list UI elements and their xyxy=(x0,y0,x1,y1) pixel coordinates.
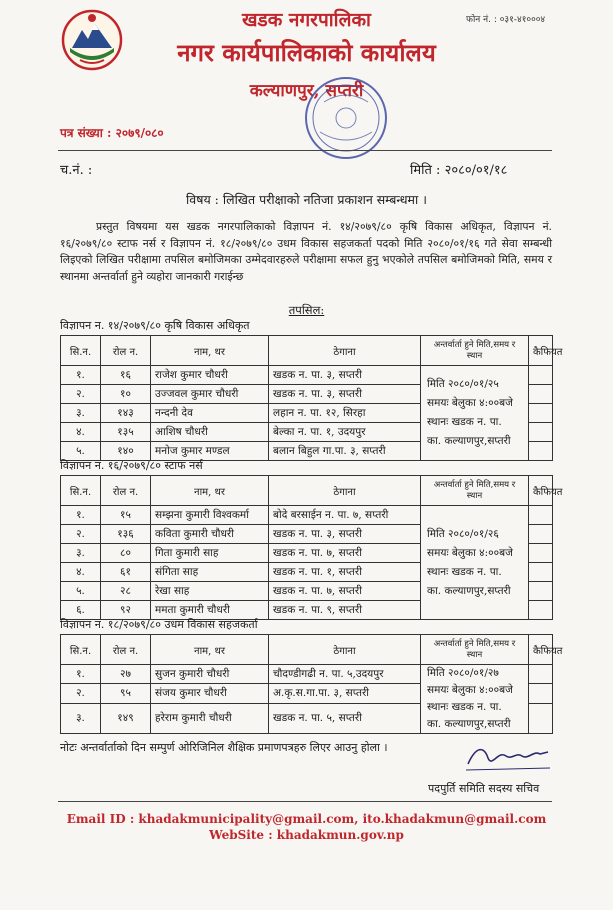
cell-roll: १३५ xyxy=(101,423,151,442)
cell-address: बेल्का न. पा. १, उदयपुर xyxy=(269,423,421,442)
interview-date: मिति २०८०/०१/२७ xyxy=(427,667,499,679)
reference-number: पत्र संख्या : २०७९/०८० xyxy=(60,126,164,140)
header-divider xyxy=(58,150,552,151)
cell-address: खडक न. पा. ५, सप्तरी xyxy=(269,703,421,733)
cell-remarks xyxy=(529,385,553,404)
cell-remarks xyxy=(529,601,553,620)
cell-roll: १५ xyxy=(101,506,151,525)
header-sn: सि.न. xyxy=(61,635,101,665)
cell-remarks xyxy=(529,665,553,684)
header-roll: रोल न. xyxy=(101,336,151,366)
cell-roll: ९५ xyxy=(101,684,151,703)
interview-date: मिति २०८०/०१/२६ xyxy=(427,527,499,540)
cell-sn: १. xyxy=(61,366,101,385)
cell-roll: १६ xyxy=(101,366,151,385)
table-header-row xyxy=(61,635,553,665)
dispatch-number: च.नं. : xyxy=(60,163,93,178)
cell-name: गिता कुमारी साह xyxy=(151,544,269,563)
cell-remarks xyxy=(529,506,553,525)
cell-roll: २७ xyxy=(101,665,151,684)
cell-name: कविता कुमारी चौधरी xyxy=(151,525,269,544)
office-name: नगर कार्यपालिकाको कार्यालय xyxy=(177,38,436,67)
contact-email: Email ID : khadakmunicipality@gmail.com, ito.khadakmun@gmail.com xyxy=(66,812,547,826)
cell-remarks xyxy=(529,404,553,423)
cell-name: ममता कुमारी चौधरी xyxy=(151,601,269,620)
cell-roll: ९२ xyxy=(101,601,151,620)
header-sn: सि.न. xyxy=(61,336,101,366)
candidates-table-enterprise-facilitator xyxy=(60,634,563,734)
office-stamp-icon xyxy=(302,68,390,168)
interview-time: समयः बेलुका ४:००बजे xyxy=(427,397,513,409)
cell-address: चौदण्डीगढी न. पा. ५,उदयपुर xyxy=(269,665,421,684)
cell-address: खडक न. पा. ९, सप्तरी xyxy=(269,601,421,620)
cell-sn: २. xyxy=(61,684,101,703)
header-roll: रोल न. xyxy=(101,476,151,506)
cell-sn: ३. xyxy=(61,703,101,733)
table-header-row xyxy=(61,476,553,506)
cell-address: खडक न. पा. १, सप्तरी xyxy=(269,563,421,582)
municipality-name: खडक नगरपालिका xyxy=(242,9,371,31)
interview-place: स्थानः खडक न. पा. xyxy=(427,701,502,713)
phone-number: फोन नं. : ०३१-४१०००४ xyxy=(466,15,546,25)
cell-remarks xyxy=(529,366,553,385)
header-name: नाम, थर xyxy=(151,635,269,665)
cell-roll: ६१ xyxy=(101,563,151,582)
cell-sn: ४. xyxy=(61,423,101,442)
cell-remarks xyxy=(529,525,553,544)
cell-name: नन्दनी देव xyxy=(151,404,269,423)
schedule-heading: तपसिल: xyxy=(288,303,325,317)
cell-address: खडक न. पा. ७, सप्तरी xyxy=(269,582,421,601)
header-name: नाम, थर xyxy=(151,336,269,366)
header-interview: अन्तर्वार्ता हुने मिति,समय र स्थान xyxy=(421,635,529,665)
interview-date: मिति २०८०/०१/२५ xyxy=(427,378,499,390)
contact-website: WebSite : khadakmun.gov.np xyxy=(209,828,404,842)
cell-interview xyxy=(421,366,529,461)
cell-name: संजय कुमार चौधरी xyxy=(151,684,269,703)
section-title: विज्ञापन न. १६/२०७९/८० स्टाफ नर्स xyxy=(60,459,203,472)
cell-remarks xyxy=(529,582,553,601)
header-interview: अन्तर्वार्ता हुने मिति,समय र स्थान xyxy=(421,476,529,506)
office-location: कल्याणपुर, सप्तरी xyxy=(249,81,364,101)
header-roll: रोल न. xyxy=(101,635,151,665)
header-address: ठेगाना xyxy=(269,476,421,506)
cell-remarks xyxy=(529,442,553,461)
candidates-table-agriculture xyxy=(60,335,563,461)
footnote: नोटः अन्तर्वार्ताको दिन सम्पुर्ण ओरिजिनिल शैक्षिक प्रमाणपत्रहरु लिएर आउनु होला । xyxy=(60,741,388,754)
interview-place-2: का. कल्याणपुर,सप्तरी xyxy=(427,435,511,447)
cell-address: खडक न. पा. ७, सप्तरी xyxy=(269,544,421,563)
header-interview: अन्तर्वार्ता हुने मिति,समय र स्थान xyxy=(421,336,529,366)
cell-remarks xyxy=(529,703,553,733)
cell-roll: ८० xyxy=(101,544,151,563)
cell-name: हरेराम कुमारी चौधरी xyxy=(151,703,269,733)
cell-address: बलान बिहुल गा.पा. ३, सप्तरी xyxy=(269,442,421,461)
table-header-row xyxy=(61,336,553,366)
letter-subject: विषय : लिखित परीक्षाको नतिजा प्रकाशन सम्बन्धमा । xyxy=(186,192,427,207)
cell-address: खडक न. पा. ३, सप्तरी xyxy=(269,366,421,385)
interview-place: स्थानः खडक न. पा. xyxy=(427,416,502,428)
cell-sn: ४. xyxy=(61,563,101,582)
cell-interview xyxy=(421,506,529,620)
header-remarks: कैफियत xyxy=(529,336,553,366)
cell-name: आशिष चौधरी xyxy=(151,423,269,442)
cell-remarks xyxy=(529,423,553,442)
cell-sn: २. xyxy=(61,525,101,544)
interview-place-2: का. कल्याणपुर,सप्तरी xyxy=(427,584,511,597)
cell-roll: १४० xyxy=(101,442,151,461)
interview-time: समयः बेलुका ४:००बजे xyxy=(427,684,513,696)
cell-address: खडक न. पा. ३, सप्तरी xyxy=(269,385,421,404)
cell-sn: ३. xyxy=(61,404,101,423)
footer-divider xyxy=(58,801,552,802)
header-address: ठेगाना xyxy=(269,635,421,665)
cell-roll: १३६ xyxy=(101,525,151,544)
section-title: विज्ञापन न. १४/२०७९/८० कृषि विकास अधिकृत xyxy=(60,319,250,332)
interview-place: स्थानः खडक न. पा. xyxy=(427,565,502,578)
cell-address: अ.कृ.स.गा.पा. ३, सप्तरी xyxy=(269,684,421,703)
letter-body: प्रस्तुत विषयमा यस खडक नगरपालिकाको विज्ञापन नं. १४/२०७९/८० कृषि विकास अधिकृत, विज्ञापन नं. १६/२०७९/८० स्टाफ नर्स र विज्ञापन नं. १८/२०७९/८० उधम विकास सहजकर्ता पदको मिति २०८०/०१/१६ गते सेवा सम्बन्धी लिइएको लिखित परीक्षामा तपसिल बमोजिमका उम्मेदवारहरुले परीक्षामा सफल हुनु भएकोले तपसिल बमोजिमको मिति, समय र स्थानमा अन्तर्वार्ता हुने व्यहोरा जानकारी गराईन्छ xyxy=(60,220,552,283)
cell-name: मनोज कुमार मण्डल xyxy=(151,442,269,461)
cell-roll: १४३ xyxy=(101,404,151,423)
signature-mark xyxy=(462,742,554,774)
cell-roll: १४९ xyxy=(101,703,151,733)
cell-sn: ६. xyxy=(61,601,101,620)
cell-name: राजेश कुमार चौधरी xyxy=(151,366,269,385)
section-title: विज्ञापन न. १८/२०७९/८० उधम विकास सहजकर्ता xyxy=(60,618,258,631)
table-row xyxy=(61,366,553,385)
cell-sn: ३. xyxy=(61,544,101,563)
cell-remarks xyxy=(529,684,553,703)
cell-address: बोदे बरसाईन न. पा. ७, सप्तरी xyxy=(269,506,421,525)
header-address: ठेगाना xyxy=(269,336,421,366)
header-name: नाम, थर xyxy=(151,476,269,506)
cell-roll: २८ xyxy=(101,582,151,601)
signatory-title: पदपुर्ति समिति सदस्य सचिव xyxy=(428,782,540,795)
cell-name: सम्झना कुमारी विश्वकर्मा xyxy=(151,506,269,525)
cell-name: रेखा साह xyxy=(151,582,269,601)
header-remarks: कैफियत xyxy=(529,635,553,665)
cell-sn: २. xyxy=(61,385,101,404)
cell-name: सुजन कुमारी चौधरी xyxy=(151,665,269,684)
cell-remarks xyxy=(529,544,553,563)
interview-time: समयः बेलुका ४:००बजे xyxy=(427,546,513,559)
header-sn: सि.न. xyxy=(61,476,101,506)
candidates-table-staff-nurse xyxy=(60,475,563,620)
table-row xyxy=(61,665,553,684)
cell-sn: १. xyxy=(61,665,101,684)
cell-name: संगिता साह xyxy=(151,563,269,582)
cell-remarks xyxy=(529,563,553,582)
cell-name: उज्जवल कुमार चौधरी xyxy=(151,385,269,404)
cell-address: खडक न. पा. ३, सप्तरी xyxy=(269,525,421,544)
table-row xyxy=(61,506,553,525)
cell-sn: ५. xyxy=(61,582,101,601)
header-remarks: कैफियत xyxy=(529,476,553,506)
cell-sn: ५. xyxy=(61,442,101,461)
cell-address: लहान न. पा. १२, सिरहा xyxy=(269,404,421,423)
cell-sn: १. xyxy=(61,506,101,525)
cell-roll: १० xyxy=(101,385,151,404)
interview-place-2: का. कल्याणपुर,सप्तरी xyxy=(427,718,511,730)
letter-date: मिति : २०८०/०१/१८ xyxy=(410,163,508,178)
cell-interview xyxy=(421,665,529,734)
